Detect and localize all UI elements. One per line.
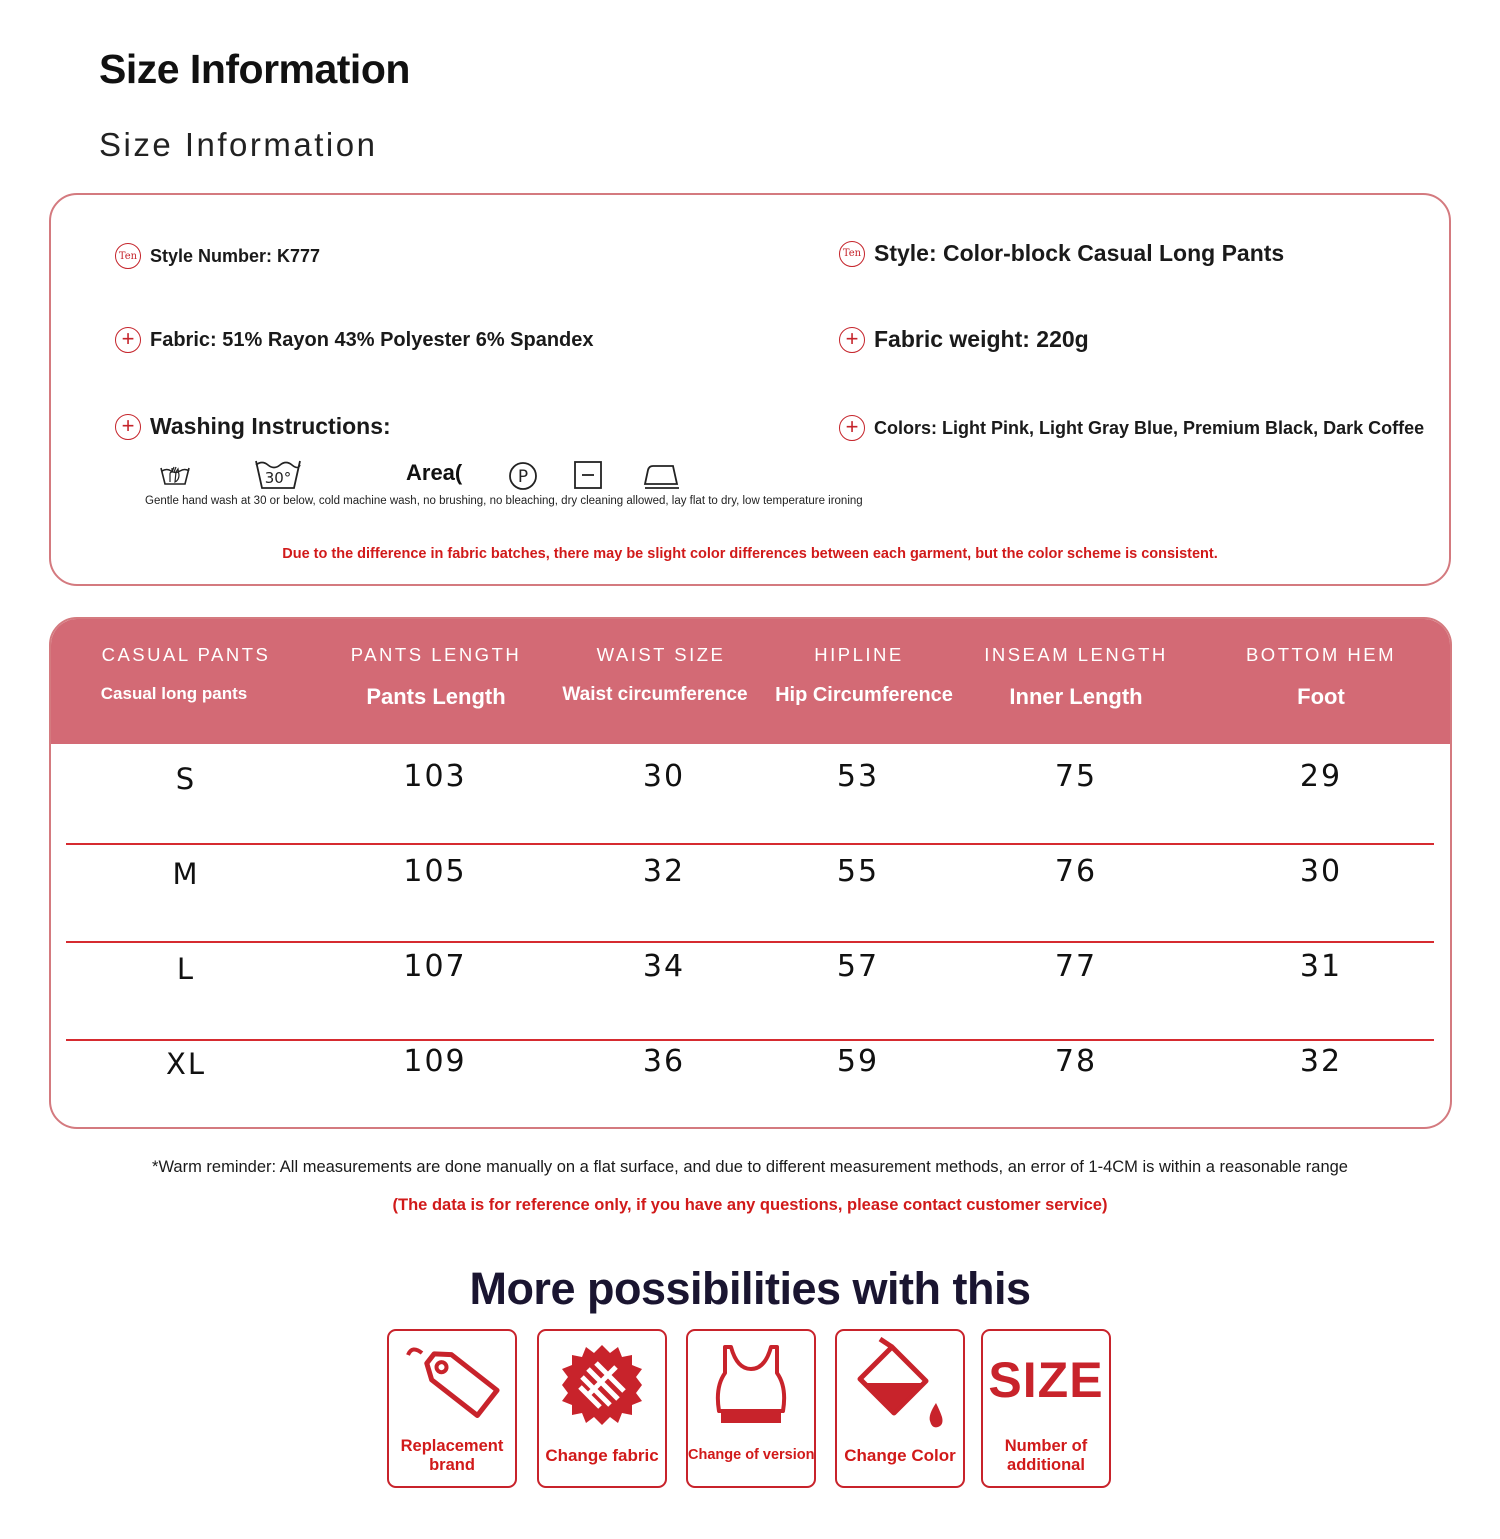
size-table: [49, 617, 1452, 1129]
color-difference-note: Due to the difference in fabric batches, there may be slight color differences between each garment, but the color scheme is consistent.: [282, 546, 1218, 562]
fabric-composition: Fabric: 51% Rayon 43% Polyester 6% Spandex: [150, 328, 594, 351]
measurement-cell: 53: [836, 759, 880, 794]
paint-bucket-icon: [850, 1337, 950, 1433]
product-info-panel: [49, 193, 1451, 586]
measurement-cell: 32: [642, 854, 686, 889]
header-en: PANTS LENGTH: [350, 644, 522, 665]
header-sub: Casual long pants: [100, 684, 248, 703]
washing-row: [115, 413, 391, 440]
measurement-cell: 103: [403, 759, 467, 794]
low-iron-icon: [643, 462, 681, 490]
header-sub: Inner Length: [1009, 684, 1143, 709]
hand-wash-icon: [158, 460, 192, 488]
measurement-cell: 30: [642, 759, 686, 794]
measurement-cell: 55: [836, 854, 880, 889]
measurement-cell: 76: [1054, 854, 1098, 889]
size-label-cell: XL: [165, 1047, 207, 1081]
plus-circle-icon: [115, 414, 141, 440]
row-divider: [66, 941, 1434, 943]
available-colors: Colors: Light Pink, Light Gray Blue, Premium Black, Dark Coffee: [874, 417, 1425, 438]
washing-heading: Washing Instructions:: [150, 413, 391, 439]
style-number-row: [115, 243, 320, 269]
header-bottom-hem: [1231, 619, 1411, 744]
measurement-cell: 107: [403, 949, 467, 984]
measurement-cell: 31: [1299, 949, 1343, 984]
card-number-additional[interactable]: [981, 1329, 1111, 1488]
plus-circle-icon: [115, 327, 141, 353]
header-sub: Pants Length: [366, 684, 506, 709]
wash-area-text: Area(: [406, 460, 463, 485]
card-label: Change Color: [844, 1446, 956, 1465]
machine-wash-30-icon: [254, 456, 302, 490]
lay-flat-dry-icon: [573, 460, 603, 490]
size-icon: SIZE: [988, 1352, 1104, 1408]
style-number: Style Number: K777: [150, 245, 321, 266]
header-en: HIPLINE: [814, 644, 904, 665]
fabric-weight-row: [839, 326, 1089, 353]
ten-badge-icon: Ten: [839, 241, 865, 267]
header-sub: Hip Circumference: [775, 684, 953, 706]
header-waist-size: [562, 619, 756, 744]
measurement-cell: 59: [836, 1044, 880, 1079]
row-divider: [66, 843, 1434, 845]
card-label: Change of version: [688, 1447, 815, 1463]
card-change-version[interactable]: [686, 1329, 816, 1488]
measurement-cell: 30: [1299, 854, 1343, 889]
header-en: CASUAL PANTS: [101, 644, 271, 665]
measurement-cell: 75: [1054, 759, 1098, 794]
measurement-cell: 36: [642, 1044, 686, 1079]
card-label: Replacement brand: [400, 1437, 504, 1474]
measurement-cell: 32: [1299, 1044, 1343, 1079]
measurement-cell: 77: [1054, 949, 1098, 984]
colors-row: [839, 415, 1424, 441]
fabric-weight: Fabric weight: 220g: [874, 326, 1089, 352]
page-subtitle: Size Information: [99, 126, 378, 163]
measurement-cell: 29: [1299, 759, 1343, 794]
measurement-cell: 34: [642, 949, 686, 984]
tag-icon: [402, 1341, 502, 1425]
size-table-header: [51, 619, 1450, 744]
header-en: WAIST SIZE: [596, 644, 726, 665]
card-change-color[interactable]: [835, 1329, 965, 1488]
header-casual-pants: [101, 619, 271, 744]
dry-clean-letter: P: [517, 467, 529, 487]
size-label-cell: L: [176, 952, 196, 986]
dry-clean-p-icon: [508, 461, 538, 491]
size-label-cell: M: [172, 857, 200, 891]
wash-temperature: 30°: [264, 469, 292, 487]
ten-badge-icon: Ten: [115, 243, 141, 269]
header-sub: Waist circumference: [562, 684, 748, 705]
fabric-row: [115, 327, 594, 353]
page-title: Size Information: [99, 46, 410, 92]
measurement-cell: 109: [403, 1044, 467, 1079]
fabric-icon: [560, 1343, 644, 1427]
header-sub: Foot: [1297, 684, 1345, 709]
header-pants-length: [341, 619, 531, 744]
card-label: Change fabric: [545, 1446, 659, 1465]
style-name: Style: Color-block Casual Long Pants: [874, 240, 1285, 266]
card-label: Number of additional: [1004, 1437, 1088, 1474]
header-en: BOTTOM HEM: [1245, 644, 1397, 665]
header-inseam-length: [976, 619, 1176, 744]
measurement-cell: 57: [836, 949, 880, 984]
measurement-reminder: *Warm reminder: All measurements are done manually on a flat surface, and due to different measurement methods, an error of 1-4CM is within a reasonable range: [152, 1158, 1348, 1176]
measurement-cell: 105: [403, 854, 467, 889]
header-hipline: [769, 619, 953, 744]
measurement-cell: 78: [1054, 1044, 1098, 1079]
more-possibilities-title: More possibilities with this: [469, 1263, 1031, 1314]
plus-circle-icon: [839, 327, 865, 353]
wash-care-caption: Gentle hand wash at 30 or below, cold machine wash, no brushing, no bleaching, dry cleaning allowed, lay flat to dry, low temperature ironing: [145, 495, 863, 507]
row-divider: [66, 1039, 1434, 1041]
header-en: INSEAM LENGTH: [984, 644, 1168, 665]
size-label-cell: S: [175, 762, 197, 796]
tank-top-icon: [709, 1343, 793, 1427]
reference-note: (The data is for reference only, if you have any questions, please contact customer service): [392, 1196, 1108, 1214]
style-row: [839, 240, 1284, 267]
plus-circle-icon: [839, 415, 865, 441]
card-replacement-brand[interactable]: [387, 1329, 517, 1488]
card-change-fabric[interactable]: [537, 1329, 667, 1488]
